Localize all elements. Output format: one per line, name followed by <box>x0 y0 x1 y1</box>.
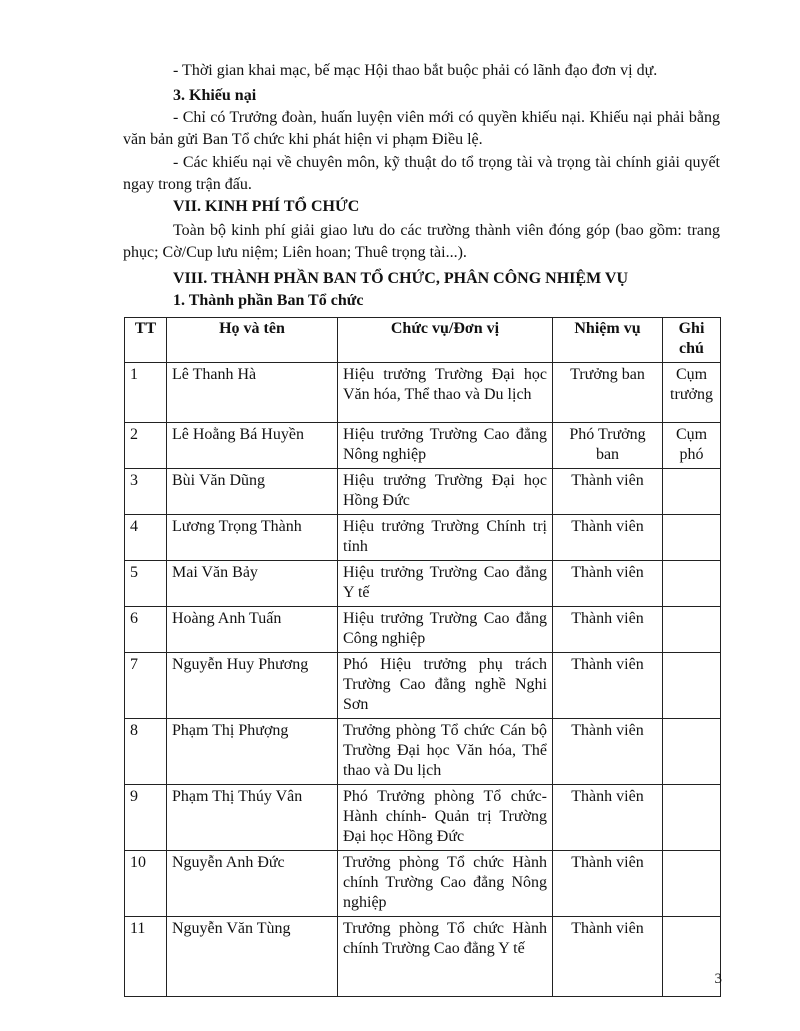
cell-tt: 4 <box>125 515 167 561</box>
cell-name: Nguyễn Huy Phương <box>167 653 338 719</box>
header-name: Họ và tên <box>167 318 338 363</box>
cell-task: Phó Trưởng ban <box>553 423 663 469</box>
table-row <box>125 423 721 469</box>
cell-note <box>663 653 721 719</box>
cell-role: Hiệu trưởng Trường Đại học Văn hóa, Thể thao và Du lịch <box>338 363 553 423</box>
cell-note: Cụm phó <box>663 423 721 469</box>
cell-name: Lương Trọng Thành <box>167 515 338 561</box>
table-row <box>125 469 721 515</box>
table-row <box>125 851 721 917</box>
subheading-committee-members: 1. Thành phần Ban Tổ chức <box>173 292 364 309</box>
cell-name: Hoàng Anh Tuấn <box>167 607 338 653</box>
cell-tt: 1 <box>125 363 167 423</box>
cell-role: Trưởng phòng Tổ chức Cán bộ Trường Đại học Văn hóa, Thể thao và Du lịch <box>338 719 553 785</box>
cell-note <box>663 785 721 851</box>
cell-task: Trưởng ban <box>553 363 663 423</box>
header-role: Chức vụ/Đơn vị <box>338 318 553 363</box>
paragraph-complaint-resolution: - Các khiếu nại về chuyên môn, kỹ thuật do tổ trọng tài và trọng tài chính giải quyết ngay trong trận đấu. <box>123 154 720 193</box>
cell-role: Trưởng phòng Tổ chức Hành chính Trường Cao đẳng Nông nghiệp <box>338 851 553 917</box>
cell-task: Thành viên <box>553 607 663 653</box>
page-number: 3 <box>714 971 722 987</box>
cell-note: Cụm trưởng <box>663 363 721 423</box>
table-row <box>125 719 721 785</box>
table-row <box>125 363 721 423</box>
cell-tt: 9 <box>125 785 167 851</box>
cell-name: Mai Văn Bảy <box>167 561 338 607</box>
cell-name: Bùi Văn Dũng <box>167 469 338 515</box>
table-row <box>125 607 721 653</box>
header-note: Ghi chú <box>663 318 721 363</box>
cell-name: Phạm Thị Thúy Vân <box>167 785 338 851</box>
cell-tt: 2 <box>125 423 167 469</box>
cell-task: Thành viên <box>553 469 663 515</box>
cell-role: Hiệu trưởng Trường Cao đẳng Y tế <box>338 561 553 607</box>
header-tt: TT <box>125 318 167 363</box>
cell-name: Lê Hoằng Bá Huyền <box>167 423 338 469</box>
cell-note <box>663 719 721 785</box>
table-row <box>125 785 721 851</box>
cell-role: Hiệu trưởng Trường Cao đẳng Công nghiệp <box>338 607 553 653</box>
paragraph-complaint-rights: - Chỉ có Trưởng đoàn, huấn luyện viên mới có quyền khiếu nại. Khiếu nại phải bằng văn bản gửi Ban Tổ chức khi phát hiện vi phạm Điều lệ. <box>123 109 720 148</box>
cell-task: Thành viên <box>553 515 663 561</box>
table-header-row <box>125 318 721 363</box>
cell-task: Thành viên <box>553 653 663 719</box>
cell-role: Trưởng phòng Tổ chức Hành chính Trường Cao đẳng Y tế <box>338 917 553 997</box>
cell-note <box>663 469 721 515</box>
cell-tt: 5 <box>125 561 167 607</box>
cell-name: Nguyễn Văn Tùng <box>167 917 338 997</box>
table-row <box>125 515 721 561</box>
cell-note <box>663 561 721 607</box>
heading-organizing-committee: VIII. THÀNH PHẦN BAN TỔ CHỨC, PHÂN CÔNG NHIỆM VỤ <box>173 270 628 287</box>
cell-name: Nguyễn Anh Đức <box>167 851 338 917</box>
paragraph-funding: Toàn bộ kinh phí giải giao lưu do các trường thành viên đóng góp (bao gồm: trang phục; Cờ/Cup lưu niệm; Liên hoan; Thuê trọng tài...). <box>123 222 720 261</box>
cell-tt: 3 <box>125 469 167 515</box>
cell-note <box>663 607 721 653</box>
cell-role: Hiệu trưởng Trường Đại học Hồng Đức <box>338 469 553 515</box>
cell-role: Hiệu trưởng Trường Chính trị tỉnh <box>338 515 553 561</box>
cell-note <box>663 515 721 561</box>
cell-task: Thành viên <box>553 917 663 997</box>
table-row <box>125 917 721 997</box>
cell-tt: 7 <box>125 653 167 719</box>
cell-tt: 11 <box>125 917 167 997</box>
cell-name: Phạm Thị Phượng <box>167 719 338 785</box>
cell-tt: 10 <box>125 851 167 917</box>
cell-role: Phó Hiệu trưởng phụ trách Trường Cao đẳng nghề Nghi Sơn <box>338 653 553 719</box>
cell-note <box>663 851 721 917</box>
table-row <box>125 561 721 607</box>
cell-role: Phó Trưởng phòng Tổ chức- Hành chính- Quản trị Trường Đại học Hồng Đức <box>338 785 553 851</box>
cell-tt: 6 <box>125 607 167 653</box>
heading-complaints: 3. Khiếu nại <box>173 87 257 104</box>
header-task: Nhiệm vụ <box>553 318 663 363</box>
cell-task: Thành viên <box>553 561 663 607</box>
cell-role: Hiệu trưởng Trường Cao đẳng Nông nghiệp <box>338 423 553 469</box>
cell-tt: 8 <box>125 719 167 785</box>
heading-funding: VII. KINH PHÍ TỔ CHỨC <box>173 198 360 215</box>
committee-table <box>124 317 721 997</box>
cell-name: Lê Thanh Hà <box>167 363 338 423</box>
cell-task: Thành viên <box>553 785 663 851</box>
cell-task: Thành viên <box>553 719 663 785</box>
cell-task: Thành viên <box>553 851 663 917</box>
table-row <box>125 653 721 719</box>
paragraph-opening-closing: - Thời gian khai mạc, bế mạc Hội thao bắt buộc phải có lãnh đạo đơn vị dự. <box>173 62 658 79</box>
